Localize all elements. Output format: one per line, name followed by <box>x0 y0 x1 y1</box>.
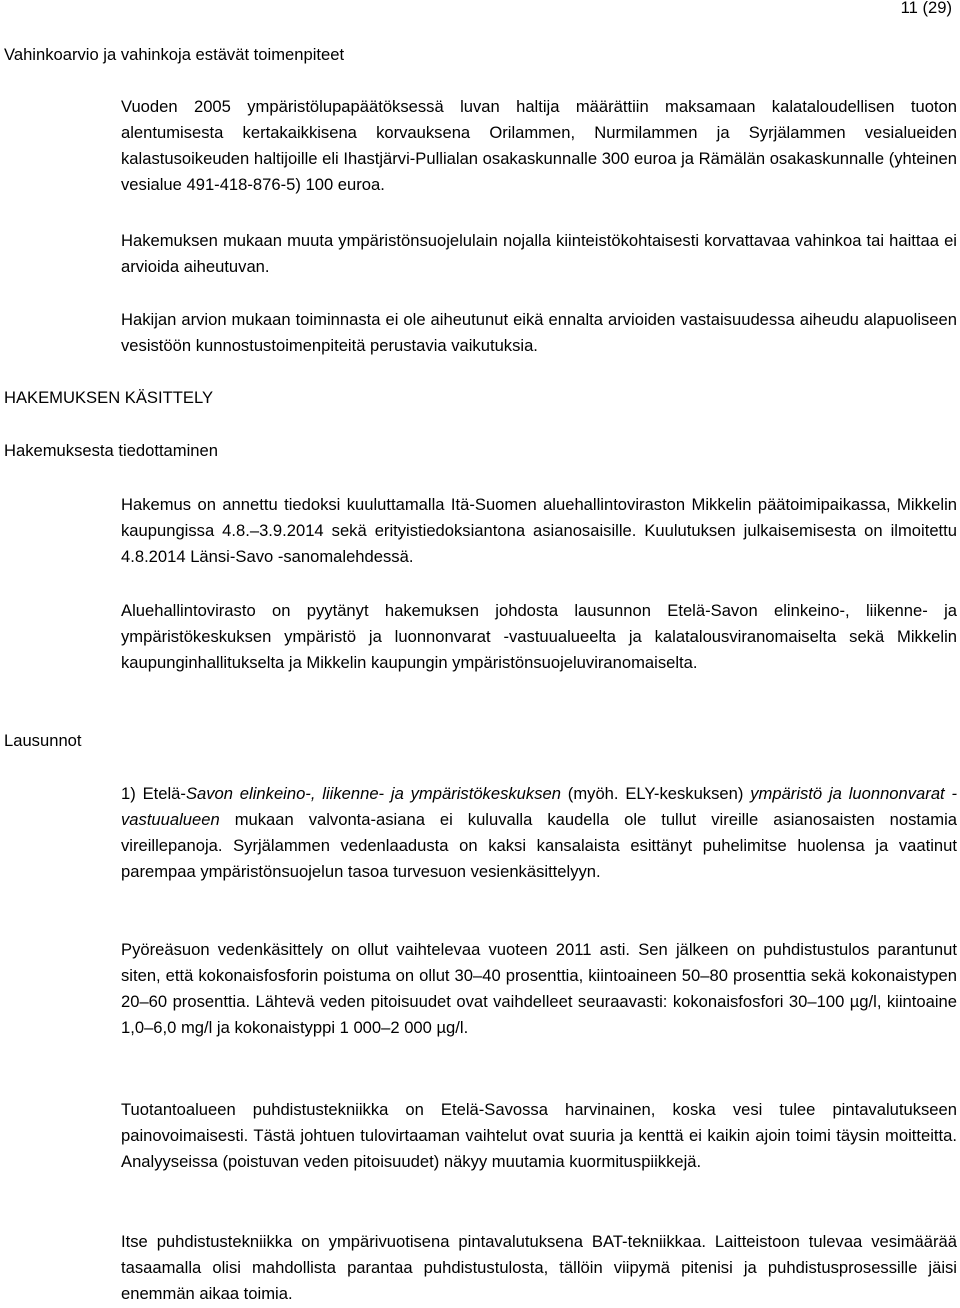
paragraph-statement-request <box>121 598 957 676</box>
text-run: (myöh. ELY-keskuksen) <box>560 784 751 803</box>
paragraph-notification <box>121 492 957 570</box>
subheading-statements: Lausunnot <box>4 731 82 750</box>
paragraph-bat-technique <box>121 1229 957 1307</box>
page-number: 11 (29) <box>900 0 952 17</box>
section-heading-damage-assessment: Vahinkoarvio ja vahinkoja estävät toimenpiteet <box>4 45 345 64</box>
paragraph-treatment-technique <box>121 1097 957 1175</box>
subheading-notification: Hakemuksesta tiedottaminen <box>4 441 218 460</box>
agency-name-italic: Savon elinkeino-, liikenne- ja ympäristökeskuksen <box>185 784 561 803</box>
paragraph-text: Vuoden 2005 ympäristölupapäätöksessä luvan haltija määrättiin maksamaan kalataloudellisen tuoton alentumisesta kertakaikkisena korvauksena Orilammen, Nurmilammen ja Syrjälammen vesialueiden kalastusoikeuden haltijoille eli Ihastjärvi-Pullialan osakaskunnalle 300 euroa ja Rämälän osakaskunnalle (yhteinen vesialue 491-418-876-5) 100 euroa. <box>121 97 957 194</box>
paragraph-text: Tuotantoalueen puhdistustekniikka on Etelä-Savossa harvinainen, koska vesi tulee pintavalutukseen painovoimaisesti. Tästä johtuen tulovirtaaman vaihtelut ovat suuria ja kenttä ei kaikin ajoin toimi täysin moitteitta. Analyyseissa (poistuvan veden pitoisuudet) näkyy muutamia kuormituspiikkejä. <box>121 1100 957 1171</box>
paragraph-applicant-assessment <box>121 307 957 359</box>
paragraph-text <box>121 781 957 885</box>
unit-name-italic: ympäristö ja luonnonvarat -vastuualueen <box>121 784 958 829</box>
paragraph-ely-statement <box>121 781 957 885</box>
paragraph-text: Hakemus on annettu tiedoksi kuuluttamalla Itä-Suomen aluehallintoviraston Mikkelin päätoimipaikassa, Mikkelin kaupungissa 4.8.–3.9.2014 sekä erityistiedoksiantona asianosaisille. Kuulutuksen julkaisemisesta on ilmoitettu 4.8.2014 Länsi-Savo -sanomalehdessä. <box>121 495 957 566</box>
paragraph-text: Hakijan arvion mukaan toiminnasta ei ole aiheutunut eikä ennalta arvioiden vastaisuudessa aiheudu alapuoliseen vesistöön kunnostustoimenpiteitä perustavia vaikutuksia. <box>121 310 957 355</box>
text-run: mukaan valvonta-asiana ei kuluvalla kaudella ole tullut vireille asianosaisten nostamia vireillepanoja. Syrjälammen vedenlaadusta on kaksi kansalaista esittänyt puhelimitse huolensa ja vaatinut parempaa ympäristönsuojelun tasoa turvesuon vesienkäsittelyyn. <box>121 810 957 881</box>
paragraph-text: Aluehallintovirasto on pyytänyt hakemuksen johdosta lausunnon Etelä-Savon elinkeino-, liikenne- ja ympäristökeskuksen ympäristö ja luonnonvarat -vastuualueelta ja kalatalousviranomaiselta sekä Mikkelin kaupunginhallitukselta ja Mikkelin kaupungin ympäristönsuojeluviranomaiselta. <box>121 601 957 672</box>
section-heading-processing: HAKEMUKSEN KÄSITTELY <box>4 388 214 407</box>
paragraph-compensation <box>121 94 957 198</box>
paragraph-no-other-damage <box>121 228 957 280</box>
paragraph-text: Itse puhdistustekniikka on ympärivuotisena pintavalutuksena BAT-tekniikkaa. Laitteistoon tulevaa vesimäärää tasaamalla olisi mahdollista parantaa puhdistustulosta, tällöin viipymä pitenisi ja puhdistusprosessille jäisi enemmän aikaa toimia. <box>121 1232 957 1303</box>
paragraph-text: Pyöreäsuon vedenkäsittely on ollut vaihtelevaa vuoteen 2011 asti. Sen jälkeen on puhdistustulos parantunut siten, että kokonaisfosforin poistuma on ollut 30–40 prosenttia, kiintoaineen 50–80 prosenttia sekä kokonaistypen 20–60 prosenttia. Lähtevä veden pitoisuudet ovat vaihdelleet seuraavasti: kokonaisfosfori 30–100 µg/l, kiintoaine 1,0–6,0 mg/l ja kokonaistyppi 1 000–2 000 µg/l. <box>121 940 957 1037</box>
paragraph-water-treatment <box>121 937 957 1041</box>
paragraph-text: Hakemuksen mukaan muuta ympäristönsuojelulain nojalla kiinteistökohtaisesti korvattavaa vahinkoa tai haittaa ei arvioida aiheutuvan. <box>121 231 957 276</box>
statement-number: 1) Etelä- <box>121 784 186 803</box>
